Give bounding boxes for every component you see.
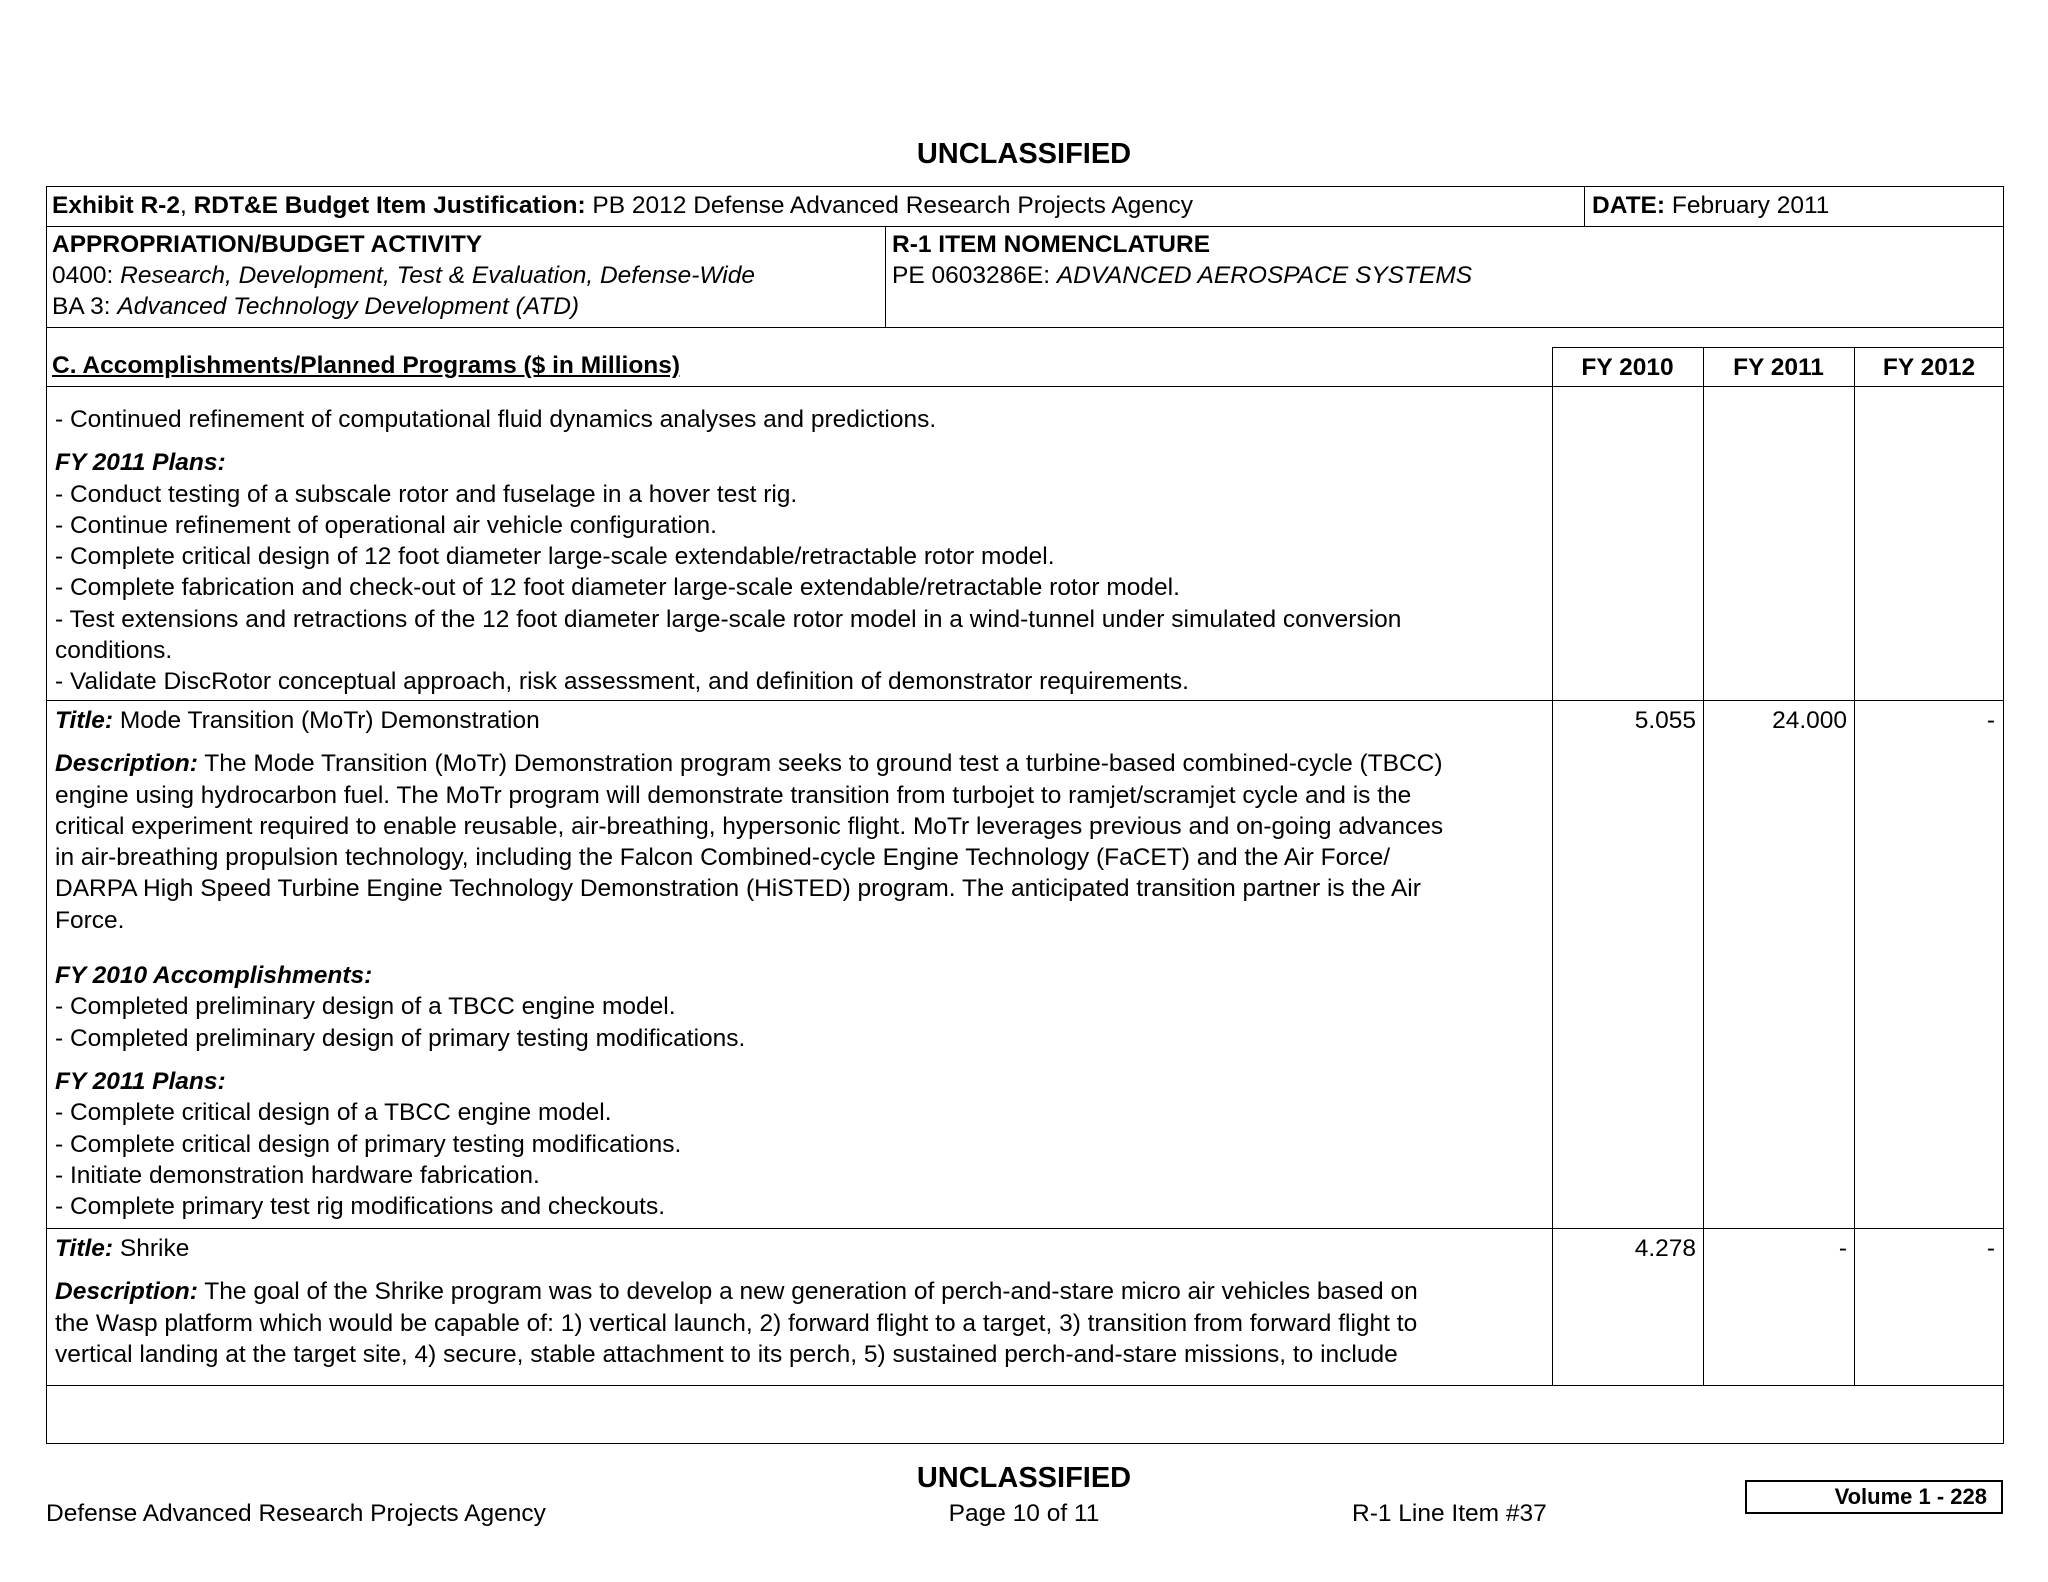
section-title: C. Accomplishments/Planned Programs ($ in Millions) [52, 352, 681, 379]
footer-page: Page 10 of 11 [948, 1500, 1100, 1527]
motr-block [55, 705, 1555, 1222]
rule-fy-col3 [1854, 347, 1855, 1386]
approp-value: 0400: Research, Development, Test & Evaluation, Defense-Wide [52, 262, 755, 289]
list-item: - Continue refinement of operational air vehicle configuration. [55, 511, 717, 539]
shrike-fy2012: - [1986, 1235, 1995, 1262]
shrike-description-line: the Wasp platform which would be capable of: 1) vertical launch, 2) forward flight to a target, 3) transition from forward flight to [55, 1309, 1418, 1337]
fy-header-2011: FY 2011 [1733, 354, 1824, 381]
footer-line-item: R-1 Line Item #37 [1352, 1500, 1547, 1527]
motr-description-line: engine using hydrocarbon fuel. The MoTr program will demonstrate transition from turbojet to ramjet/scramjet cycle and is the [55, 781, 1412, 809]
motr-description: Description: The Mode Transition (MoTr) Demonstration program seeks to ground test a turbine-based combined-cycle (TBCC) [55, 750, 1443, 778]
list-item: - Continued refinement of computational fluid dynamics analyses and predictions. [55, 406, 937, 433]
shrike-block [55, 1233, 1555, 1370]
motr-description-line: critical experiment required to enable reusable, air-breathing, hypersonic flight. MoTr leverages previous and on-going advances [55, 812, 1444, 840]
shrike-description-line: vertical landing at the target site, 4) secure, stable attachment to its perch, 5) sustained perch-and-stare missions, to include [55, 1340, 1398, 1368]
list-item: - Initiate demonstration hardware fabrication. [55, 1161, 540, 1189]
program-element: PE 0603286E: ADVANCED AEROSPACE SYSTEMS [892, 262, 1473, 289]
fy-header-2010: FY 2010 [1581, 354, 1674, 381]
footer-agency: Defense Advanced Research Projects Agency [46, 1500, 546, 1527]
continuation-block [55, 404, 1555, 698]
shrike-fy2010: 4.278 [1634, 1235, 1696, 1262]
rule-row2 [46, 1228, 2004, 1229]
classification-top: UNCLASSIFIED [916, 138, 1132, 170]
motr-description-line: DARPA High Speed Turbine Engine Technology Demonstration (HiSTED) program. The anticipated transition partner is the Air [55, 875, 1421, 903]
motr-fy2010: 5.055 [1634, 707, 1696, 734]
motr-description-line: Force. [55, 906, 125, 934]
budget-activity: BA 3: Advanced Technology Development (ATD) [52, 293, 580, 320]
list-item: - Completed preliminary design of primary testing modifications. [55, 1024, 746, 1052]
list-item: - Complete critical design of primary testing modifications. [55, 1130, 682, 1158]
list-item: - Completed preliminary design of a TBCC engine model. [55, 993, 676, 1021]
list-item: - Complete critical design of a TBCC engine model. [55, 1099, 612, 1127]
rule-date-divider [1584, 186, 1585, 227]
list-item: - Complete primary test rig modifications and checkouts. [55, 1193, 666, 1221]
rule-approp [46, 327, 2004, 328]
rule-approp-divider [885, 226, 886, 328]
plans-heading: FY 2011 Plans: [55, 1067, 226, 1095]
shrike-description: Description: The goal of the Shrike program was to develop a new generation of perch-and-stare micro air vehicles based on [55, 1278, 1418, 1306]
rule-fy-top [1552, 347, 2004, 348]
list-item: - Validate DiscRotor conceptual approach, risk assessment, and definition of demonstrator requirements. [55, 668, 1189, 696]
list-item: - Complete critical design of 12 foot diameter large-scale extendable/retractable rotor model. [55, 543, 1055, 571]
approp-label: APPROPRIATION/BUDGET ACTIVITY [52, 231, 483, 258]
accomplishments-heading: FY 2010 Accomplishments: [55, 962, 373, 990]
list-item: - Complete fabrication and check-out of 12 foot diameter large-scale extendable/retractable rotor model. [55, 574, 1180, 602]
motr-description-line: in air-breathing propulsion technology, including the Falcon Combined-cycle Engine Technology (FaCET) and the Air Force/ [55, 844, 1391, 872]
rule-row1 [46, 700, 2004, 701]
plans-heading: FY 2011 Plans: [55, 449, 226, 477]
list-item: - Test extensions and retractions of the 12 foot diameter large-scale rotor model in a wind-tunnel under simulated conversion [55, 605, 1402, 633]
rule-section [46, 386, 2004, 387]
date-field: DATE: February 2011 [1592, 192, 1830, 219]
motr-fy2012: - [1986, 707, 1995, 734]
exhibit-header: Exhibit R-2, RDT&E Budget Item Justification: PB 2012 Defense Advanced Research Projects Agency [52, 192, 1194, 219]
shrike-fy2011: - [1838, 1235, 1847, 1262]
motr-title: Title: Mode Transition (MoTr) Demonstration [55, 707, 540, 734]
rule-row3 [46, 1385, 2004, 1386]
classification-bottom: UNCLASSIFIED [916, 1462, 1132, 1494]
volume-badge: Volume 1 - 228 [1745, 1480, 2003, 1514]
rule-fy-col2 [1703, 347, 1704, 1386]
shrike-title: Title: Shrike [55, 1235, 190, 1262]
rule-header [46, 226, 2004, 227]
list-item: - Conduct testing of a subscale rotor and fuselage in a hover test rig. [55, 480, 798, 508]
r1-label: R-1 ITEM NOMENCLATURE [892, 231, 1211, 258]
list-item: conditions. [55, 637, 173, 665]
motr-fy2011: 24.000 [1772, 707, 1847, 734]
fy-header-2012: FY 2012 [1882, 354, 1976, 381]
